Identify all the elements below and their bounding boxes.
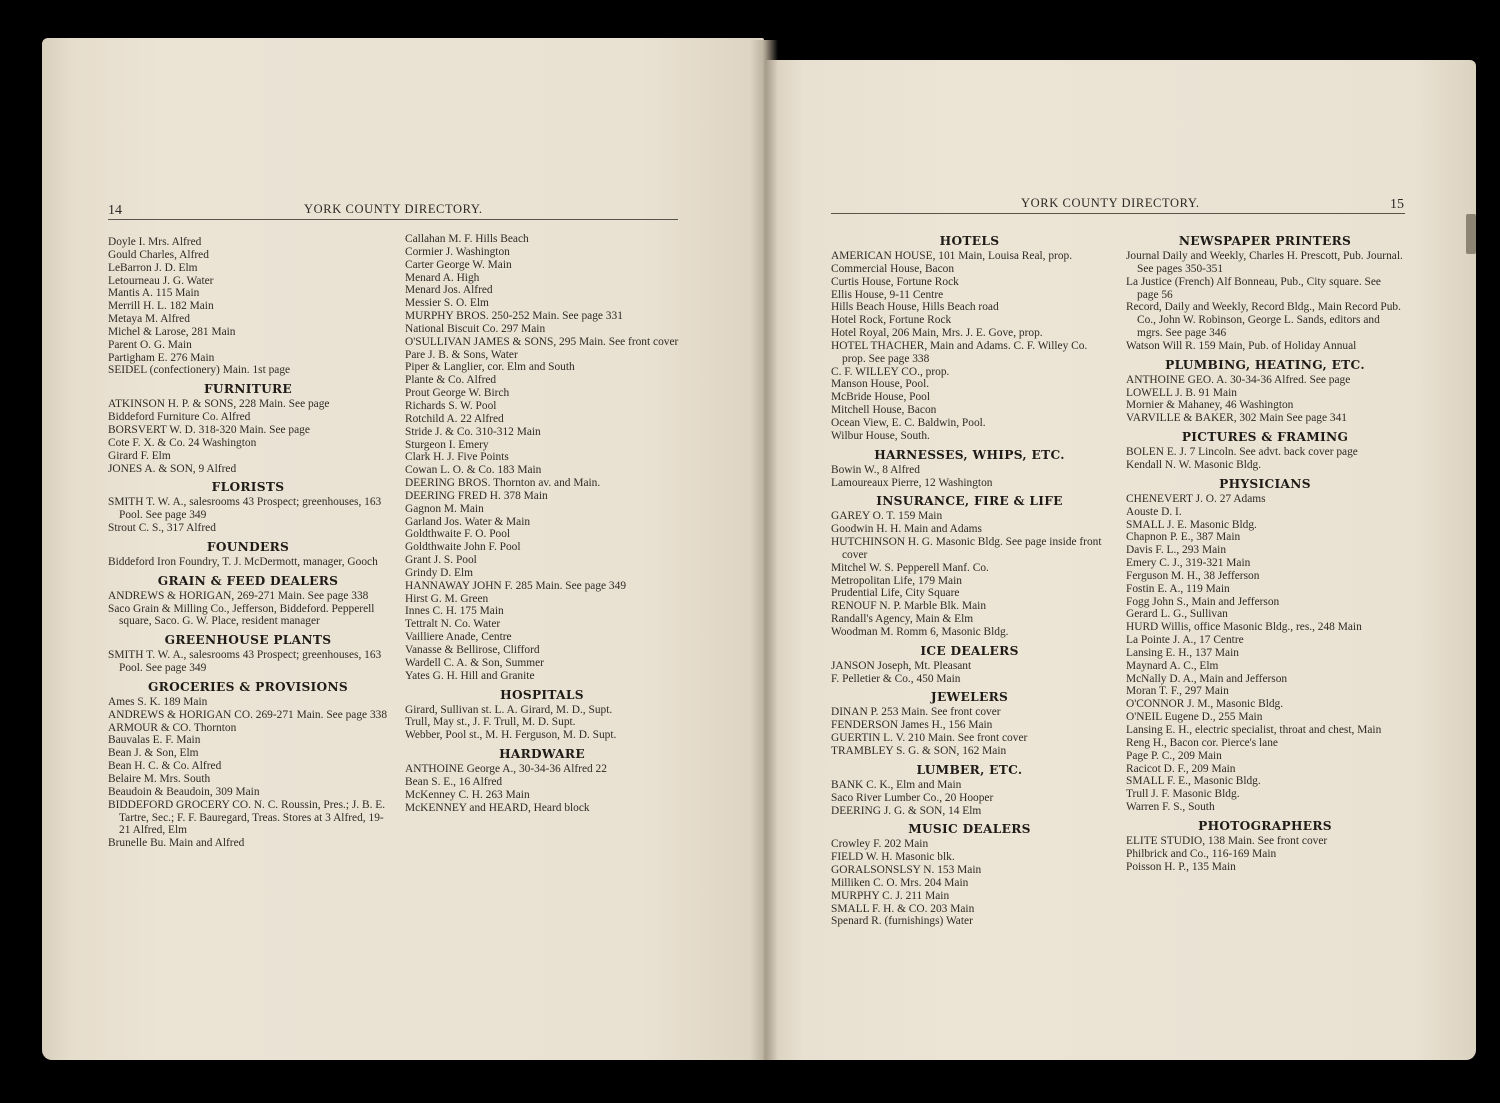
directory-entry: Vailliere Anade, Centre — [405, 631, 512, 644]
section-heading: HARDWARE — [499, 747, 585, 762]
directory-entry: Wardell C. A. & Son, Summer — [405, 656, 544, 669]
directory-column — [405, 233, 679, 814]
directory-entry: DEERING J. G. & SON, 14 Elm — [831, 804, 982, 817]
page-number: 14 — [108, 203, 122, 218]
directory-entry: Menard A. High — [405, 271, 480, 284]
running-head: YORK COUNTY DIRECTORY. — [1021, 196, 1200, 210]
directory-entry: Spenard R. (furnishings) Water — [831, 915, 973, 928]
directory-entry: DEERING BROS. Thornton av. and Main. — [405, 477, 601, 490]
page-tab — [1466, 214, 1476, 254]
directory-entry: GORALSONSLSY N. 153 Main — [831, 864, 982, 877]
directory-entry: La Pointe J. A., 17 Centre — [1126, 634, 1244, 647]
directory-entry: Mantis A. 115 Main — [108, 287, 200, 300]
directory-entry: Gerard L. G., Sullivan — [1126, 608, 1228, 621]
running-head: YORK COUNTY DIRECTORY. — [304, 202, 483, 216]
section-heading: PHYSICIANS — [1219, 476, 1311, 491]
directory-entry: JANSON Joseph, Mt. Pleasant — [831, 659, 972, 672]
directory-entry: SMALL J. E. Masonic Bldg. — [1126, 518, 1257, 531]
directory-entry: ELITE STUDIO, 138 Main. See front cover — [1126, 834, 1328, 847]
directory-entry: DINAN P. 253 Main. See front cover — [831, 706, 1001, 719]
directory-entry: ANDREWS & HORIGAN, 269-271 Main. See page 338 — [108, 589, 369, 602]
directory-entry: Commercial House, Bacon — [831, 262, 955, 275]
directory-entry: Lamoureaux Pierre, 12 Washington — [831, 476, 993, 489]
directory-entry: La Justice (French) Alf Bonneau, Pub., City square. See page 56 — [1126, 275, 1381, 301]
directory-entry: Parent O. G. Main — [108, 338, 192, 351]
section-heading: PLUMBING, HEATING, ETC. — [1165, 357, 1365, 372]
directory-entry: FENDERSON James H., 156 Main — [831, 719, 993, 732]
directory-entry: F. Pelletier & Co., 450 Main — [831, 672, 961, 685]
directory-entry: FIELD W. H. Masonic blk. — [831, 851, 955, 864]
directory-entry: Ames S. K. 189 Main — [108, 695, 208, 708]
directory-entry: Racicot D. F., 209 Main — [1126, 762, 1236, 775]
directory-entry: Record, Daily and Weekly, Record Bldg., Main Record Pub. Co., John W. Robinson, George L. Sands, editors and mgrs. See page 346 — [1126, 301, 1401, 340]
directory-entry: Cote F. X. & Co. 24 Washington — [108, 436, 257, 449]
directory-entry: Stride J. & Co. 310-312 Main — [405, 425, 541, 438]
section-heading: HARNESSES, WHIPS, ETC. — [874, 447, 1065, 462]
directory-entry: Tettralt N. Co. Water — [405, 618, 501, 631]
directory-entry: Yates G. H. Hill and Granite — [405, 669, 535, 682]
directory-entry: VARVILLE & BAKER, 302 Main See page 341 — [1126, 412, 1347, 425]
directory-entry: Mornier & Mahaney, 46 Washington — [1126, 399, 1294, 412]
directory-entry: Callahan M. F. Hills Beach — [405, 233, 529, 245]
directory-entry: ANDREWS & HORIGAN CO. 269-271 Main. See page 338 — [108, 708, 388, 721]
page-number: 15 — [1390, 197, 1404, 212]
directory-entry: Bean H. C. & Co. Alfred — [108, 760, 222, 773]
directory-entry: Page P. C., 209 Main — [1126, 749, 1222, 762]
section-heading: PICTURES & FRAMING — [1181, 430, 1349, 445]
directory-entry: ATKINSON H. P. & SONS, 228 Main. See page — [108, 398, 330, 411]
directory-entry: Mitchel W. S. Pepperell Manf. Co. — [831, 561, 989, 574]
header-rule — [831, 213, 1405, 214]
directory-entry: SMITH T. W. A., salesrooms 43 Prospect; greenhouses, 163 Pool. See page 349 — [108, 496, 382, 522]
directory-entry: Gould Charles, Alfred — [108, 248, 209, 261]
directory-entry: National Biscuit Co. 297 Main — [405, 322, 546, 335]
section-heading: FLORISTS — [211, 480, 285, 495]
directory-entry: Plante & Co. Alfred — [405, 374, 497, 387]
directory-entry: Biddeford Furniture Co. Alfred — [108, 411, 251, 424]
directory-entry: Watson Will R. 159 Main, Pub. of Holiday Annual — [1126, 339, 1357, 352]
directory-entry: Manson House, Pool. — [831, 378, 930, 391]
directory-entry: Bowin W., 8 Alfred — [831, 463, 920, 476]
directory-entry: BANK C. K., Elm and Main — [831, 778, 962, 791]
directory-entry: Metaya M. Alfred — [108, 313, 190, 326]
directory-entry: Goodwin H. H. Main and Adams — [831, 523, 982, 536]
directory-entry: SEIDEL (confectionery) Main. 1st page — [108, 364, 291, 377]
directory-entry: McBride House, Pool — [831, 391, 931, 404]
directory-entry: Vanasse & Bellirose, Clifford — [405, 644, 540, 656]
directory-entry: McKenney C. H. 263 Main — [405, 788, 530, 801]
directory-column — [108, 236, 388, 850]
directory-entry: Beaudoin & Beaudoin, 309 Main — [108, 785, 260, 798]
directory-entry: BOLEN E. J. 7 Lincoln. See advt. back cover page — [1126, 446, 1358, 459]
directory-entry: AMERICAN HOUSE, 101 Main, Louisa Real, prop. — [831, 250, 1073, 262]
directory-entry: Chapnon P. E., 387 Main — [1126, 531, 1241, 544]
header-rule — [108, 219, 678, 220]
directory-entry: Poisson H. P., 135 Main — [1126, 860, 1236, 873]
directory-entry: ANTHOINE George A., 30-34-36 Alfred 22 — [405, 763, 607, 776]
directory-entry: Fogg John S., Main and Jefferson — [1126, 595, 1280, 608]
directory-entry: Wilbur House, South. — [831, 429, 930, 442]
section-heading: ICE DEALERS — [920, 643, 1019, 658]
directory-entry: HURD Willis, office Masonic Bldg., res., 248 Main — [1126, 621, 1362, 634]
directory-entry: Grant J. S. Pool — [405, 554, 477, 567]
directory-entry: Letourneau J. G. Water — [108, 274, 214, 287]
directory-entry: Richards S. W. Pool — [405, 399, 497, 412]
directory-entry: Hills Beach House, Hills Beach road — [831, 301, 999, 314]
directory-entry: Philbrick and Co., 116-169 Main — [1126, 847, 1277, 860]
directory-entry: Mitchell House, Bacon — [831, 404, 937, 417]
directory-entry: Brunelle Bu. Main and Alfred — [108, 837, 245, 850]
directory-entry: HUTCHINSON H. G. Masonic Bldg. See page inside front cover — [831, 536, 1102, 561]
directory-entry: Kendall N. W. Masonic Bldg. — [1126, 458, 1262, 471]
directory-entry: O'CONNOR J. M., Masonic Bldg. — [1126, 698, 1284, 711]
section-heading: JEWELERS — [930, 690, 1009, 705]
directory-entry: Goldthwaite John F. Pool — [405, 541, 521, 554]
directory-entry: Curtis House, Fortune Rock — [831, 275, 959, 288]
directory-entry: Prout George W. Birch — [405, 387, 510, 400]
directory-entry: RENOUF N. P. Marble Blk. Main — [831, 600, 987, 613]
section-heading: LUMBER, ETC. — [916, 762, 1023, 777]
directory-entry: Journal Daily and Weekly, Charles H. Prescott, Pub. Journal. See pages 350-351 — [1126, 250, 1403, 275]
directory-entry: Randall's Agency, Main & Elm — [831, 613, 974, 626]
directory-entry: McNally D. A., Main and Jefferson — [1126, 672, 1288, 685]
section-heading: GRAIN & FEED DEALERS — [157, 573, 339, 588]
directory-entry: O'NEIL Eugene D., 255 Main — [1126, 711, 1263, 724]
directory-entry: Ocean View, E. C. Baldwin, Pool. — [831, 416, 986, 429]
directory-entry: Lansing E. H., electric specialist, throat and chest, Main — [1126, 724, 1382, 736]
section-heading: HOTELS — [939, 234, 1000, 248]
directory-entry: Fostin E. A., 119 Main — [1126, 582, 1230, 595]
directory-column — [831, 229, 1108, 928]
directory-entry: HANNAWAY JOHN F. 285 Main. See page 349 — [405, 579, 627, 592]
section-heading: GROCERIES & PROVISIONS — [147, 679, 349, 694]
directory-entry: MURPHY C. J. 211 Main — [831, 889, 950, 902]
directory-entry: Cowan L. O. & Co. 183 Main — [405, 464, 542, 477]
directory-entry: Emery C. J., 319-321 Main — [1126, 557, 1251, 570]
directory-entry: Messier S. O. Elm — [405, 297, 489, 310]
directory-entry: Ferguson M. H., 38 Jefferson — [1126, 569, 1260, 582]
directory-entry: HOTEL THACHER, Main and Adams. C. F. Willey Co. prop. See page 338 — [831, 339, 1088, 365]
directory-entry: JONES A. & SON, 9 Alfred — [108, 462, 237, 475]
directory-entry: SMITH T. W. A., salesrooms 43 Prospect; greenhouses, 163 Pool. See page 349 — [108, 649, 382, 675]
directory-entry: Biddeford Iron Foundry, T. J. McDermott, manager, Gooch — [108, 555, 378, 568]
directory-entry: Cormier J. Washington — [405, 245, 510, 258]
directory-entry: Girard F. Elm — [108, 449, 171, 462]
directory-entry: Sturgeon I. Emery — [405, 438, 489, 451]
directory-entry: Moran T. F., 297 Main — [1126, 685, 1229, 698]
directory-entry: Bean J. & Son, Elm — [108, 747, 199, 760]
directory-entry: Milliken C. O. Mrs. 204 Main — [831, 876, 969, 889]
directory-entry: C. F. WILLEY CO., prop. — [831, 365, 950, 378]
directory-entry: Rotchild A. 22 Alfred — [405, 412, 504, 425]
directory-entry: Clark H. J. Five Points — [405, 451, 509, 464]
directory-entry: GAREY O. T. 159 Main — [831, 510, 943, 523]
section-heading: FURNITURE — [203, 382, 293, 397]
directory-entry: Hotel Royal, 206 Main, Mrs. J. E. Gove, prop. — [831, 327, 1043, 340]
directory-entry: Garland Jos. Water & Main — [405, 515, 531, 528]
directory-entry: MURPHY BROS. 250-252 Main. See page 331 — [405, 310, 623, 323]
directory-entry: Ellis House, 9-11 Centre — [831, 288, 944, 301]
directory-entry: Webber, Pool st., M. H. Ferguson, M. D. Supt. — [405, 729, 617, 742]
directory-entry: Saco River Lumber Co., 20 Hooper — [831, 791, 994, 804]
section-heading: HOSPITALS — [500, 687, 584, 702]
book-gutter — [750, 40, 778, 1060]
directory-entry: Merrill H. L. 182 Main — [108, 300, 214, 313]
directory-entry: Partigham E. 276 Main — [108, 351, 215, 364]
directory-entry: TRAMBLEY S. G. & SON, 162 Main — [831, 745, 1007, 757]
directory-entry: Davis F. L., 293 Main — [1126, 544, 1227, 557]
directory-entry: Grindy D. Elm — [405, 566, 474, 579]
directory-entry: Michel & Larose, 281 Main — [108, 325, 236, 338]
directory-entry: Bean S. E., 16 Alfred — [405, 775, 503, 788]
directory-entry: SMALL F. H. & CO. 203 Main — [831, 902, 975, 915]
section-heading: FOUNDERS — [206, 539, 290, 554]
directory-entry: Doyle I. Mrs. Alfred — [108, 236, 202, 248]
directory-entry: Maynard A. C., Elm — [1126, 659, 1219, 672]
directory-entry: Goldthwaite F. O. Pool — [405, 528, 511, 541]
directory-entry: Innes C. H. 175 Main — [405, 605, 504, 618]
directory-entry: BORSVERT W. D. 318-320 Main. See page — [108, 423, 310, 436]
directory-entry: LOWELL J. B. 91 Main — [1126, 386, 1237, 399]
directory-entry: Warren F. S., South — [1126, 801, 1215, 814]
directory-entry: Prudential Life, City Square — [831, 587, 960, 600]
directory-entry: Trull J. F. Masonic Bldg. — [1126, 788, 1240, 801]
directory-entry: Crowley F. 202 Main — [831, 838, 929, 851]
directory-entry: CHENEVERT J. O. 27 Adams — [1126, 492, 1266, 505]
directory-column — [1126, 229, 1404, 873]
directory-entry: GUERTIN L. V. 210 Main. See front cover — [831, 732, 1028, 745]
section-heading: PHOTOGRAPHERS — [1198, 818, 1332, 833]
directory-entry: O'SULLIVAN JAMES & SONS, 295 Main. See front cover — [405, 335, 679, 348]
directory-entry: DEERING FRED H. 378 Main — [405, 489, 548, 502]
section-heading: INSURANCE, FIRE & LIFE — [876, 494, 1063, 509]
directory-entry: Aouste D. I. — [1126, 505, 1182, 518]
directory-entry: McKENNEY and HEARD, Heard block — [405, 801, 590, 814]
section-heading: MUSIC DEALERS — [908, 822, 1031, 837]
directory-entry: ARMOUR & CO. Thornton — [108, 721, 237, 734]
directory-entry: Gagnon M. Main — [405, 502, 484, 515]
directory-entry: LeBarron J. D. Elm — [108, 261, 198, 274]
directory-entry: ANTHOINE GEO. A. 30-34-36 Alfred. See page — [1126, 373, 1351, 386]
directory-entry: Girard, Sullivan st. L. A. Girard, M. D., Supt. — [405, 703, 613, 716]
directory-entry: Strout C. S., 317 Alfred — [108, 522, 216, 535]
directory-entry: Reng H., Bacon cor. Pierce's lane — [1126, 736, 1278, 749]
section-heading: NEWSPAPER PRINTERS — [1178, 234, 1352, 248]
section-heading: GREENHOUSE PLANTS — [164, 633, 332, 648]
directory-entry: Hirst G. M. Green — [405, 592, 489, 605]
directory-entry: Woodman M. Romm 6, Masonic Bldg. — [831, 625, 1009, 638]
directory-entry: Belaire M. Mrs. South — [108, 773, 211, 785]
directory-entry: Metropolitan Life, 179 Main — [831, 574, 962, 587]
directory-entry: SMALL F. E., Masonic Bldg. — [1126, 775, 1261, 788]
directory-entry: Carter George W. Main — [405, 258, 512, 271]
directory-entry: Saco Grain & Milling Co., Jefferson, Biddeford. Pepperell square, Saco. G. W. Place, resident manager — [108, 602, 375, 628]
directory-entry: Bauvalas E. F. Main — [108, 734, 201, 747]
directory-entry: Menard Jos. Alfred — [405, 284, 493, 297]
directory-entry: BIDDEFORD GROCERY CO. N. C. Roussin, Pres.; J. B. E. Tartre, Sec.; F. F. Bauregard, Treas. Stores at 3 Alfred, 19-21 Alfred, Elm — [108, 798, 386, 837]
directory-entry: Hotel Rock, Fortune Rock — [831, 314, 952, 327]
directory-entry: Pare J. B. & Sons, Water — [405, 348, 518, 361]
directory-entry: Lansing E. H., 137 Main — [1126, 646, 1239, 659]
directory-entry: Trull, May st., J. F. Trull, M. D. Supt. — [405, 716, 576, 729]
directory-entry: Piper & Langlier, cor. Elm and South — [405, 361, 575, 374]
